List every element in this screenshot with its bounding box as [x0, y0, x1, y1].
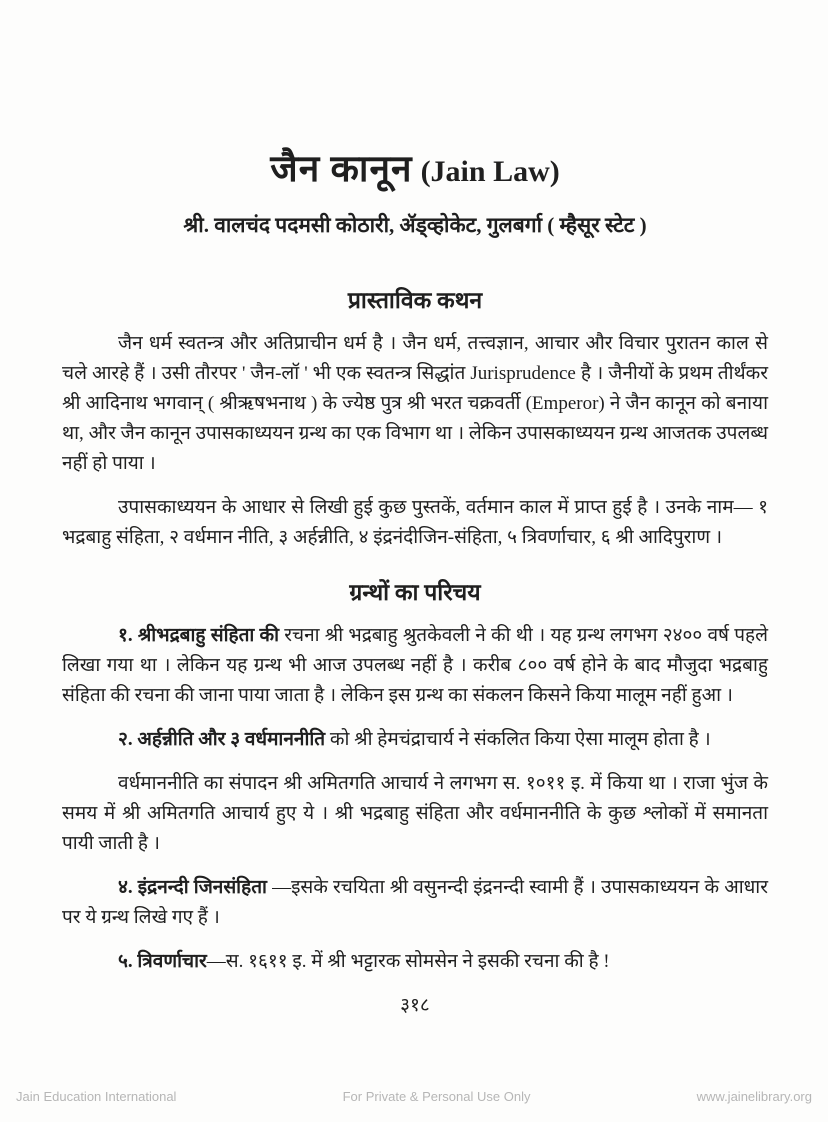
footer-right-text: www.jainelibrary.org: [696, 1089, 812, 1104]
paragraph-lead: ४. इंद्रनन्दी जिनसंहिता: [118, 876, 267, 898]
footer-left-text: Jain Education International: [16, 1089, 177, 1104]
paragraph: [62, 493, 768, 553]
paragraph-text: वर्धमाननीति का संपादन श्री अमितगति आचार्य ने लगभग स. १०११ इ. में किया था । राजा भुंज के समय में श्री अमितगति आचार्य हुए ये । श्री भद्रबाहु संहिता और वर्धमाननीति के कुछ श्लोकों में समानता पायी जाती है ।: [62, 772, 768, 854]
paragraph-lead: १. श्रीभद्रबाहु संहिता की: [118, 624, 280, 646]
author-line: श्री. वालचंद पदमसी कोठारी, ॲड्व्होकेट, गुलबर्गा ( म्हैसूर स्टेट ): [183, 212, 647, 237]
paragraph: [62, 769, 768, 859]
title-hindi: जैन कानून: [270, 149, 413, 190]
page-number: ३१८: [400, 994, 430, 1016]
paragraph-text: जैन धर्म स्वतन्त्र और अतिप्राचीन धर्म है । जैन धर्म, तत्त्वज्ञान, आचार और विचार पुरातन काल से चले आरहे हैं । उसी तौरपर ' जैन-लॉ ' भी एक स्वतन्त्र सिद्धांत Jurisprudence है । जैनीयों के प्रथम तीर्थंकर श्री आदिनाथ भगवान् ( श्रीऋषभनाथ ) के ज्येष्ठ पुत्र श्री भरत चक्रवर्ती (Emperor) ने जैन कानून को बनाया था, और जैन कानून उपासकाध्ययन ग्रन्थ का एक विभाग था । लेकिन उपासकाध्ययन ग्रन्थ आजतक उपलब्ध नहीं हो पाया ।: [62, 332, 768, 474]
paragraph-text: —इसके रचयिता श्री वसुनन्दी इंद्रनन्दी स्वामी हैं । उपासकाध्ययन के आधार पर ये ग्रन्थ लिखे गए हैं ।: [62, 876, 768, 928]
paragraph-text: रचना श्री भद्रबाहु श्रुतकेवली ने की थी । यह ग्रन्थ लगभग २४०० वर्ष पहले लिखा गया था । लेकिन यह ग्रन्थ भी आज उपलब्ध नहीं है । करीब ८०० वर्ष होने के बाद मौजुदा भद्रबाहु संहिता की रचना की जाना पाया जाता है । लेकिन इस ग्रन्थ का संकलन किसने किया मालूम नहीं हुआ ।: [62, 624, 768, 706]
section-heading-introductory-statement: प्रास्ताविक कथन: [347, 287, 483, 313]
paragraph: [62, 329, 768, 479]
paragraph-lead: ५. त्रिवर्णाचार: [118, 950, 207, 972]
scan-footer: [0, 1089, 828, 1104]
paragraph-text: को श्री हेमचंद्राचार्य ने संकलित किया ऐसा मालूम होता है ।: [325, 728, 711, 750]
title-english: (Jain Law): [420, 155, 560, 188]
section-heading-introduction-of-granthas: ग्रन्थों का परिचय: [349, 579, 481, 605]
document-title: [62, 150, 768, 191]
footer-center-text: For Private & Personal Use Only: [342, 1089, 531, 1104]
paragraph-lead: २. अर्हन्नीति और ३ वर्धमाननीति: [118, 728, 326, 750]
paragraph-text: —स. १६११ इ. में श्री भट्टारक सोमसेन ने इसकी रचना की है !: [206, 950, 610, 972]
paragraph: [62, 947, 768, 977]
paragraph: [62, 873, 768, 933]
paragraph: [62, 621, 768, 711]
paragraph: [62, 725, 768, 755]
paragraph-text: उपासकाध्ययन के आधार से लिखी हुई कुछ पुस्तकें, वर्तमान काल में प्राप्त हुई है । उनके नाम— १ भद्रबाहु संहिता, २ वर्धमान नीति, ३ अर्हन्नीति, ४ इंद्रनंदीजिन-संहिता, ५ त्रिवर्णाचार, ६ श्री आदिपुराण ।: [62, 496, 768, 548]
